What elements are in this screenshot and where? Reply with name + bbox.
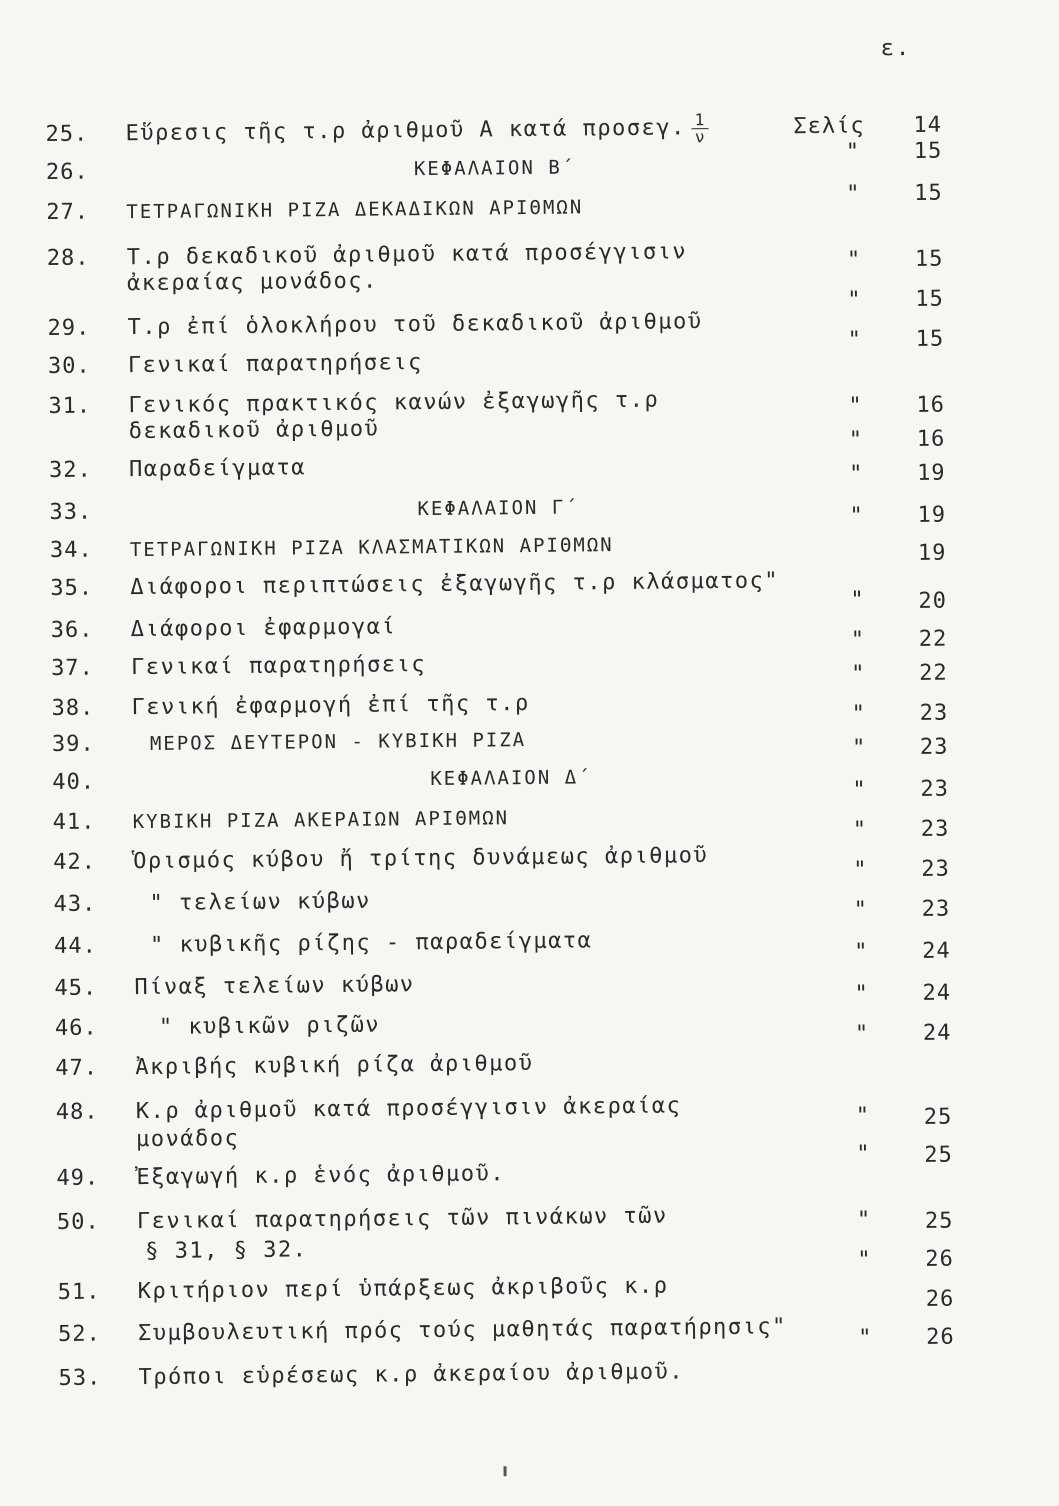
ditto-mark: " xyxy=(854,892,868,928)
entry-title: " τελείων κύβων xyxy=(149,884,371,922)
entry-title: " κυβικῶν ριζῶν xyxy=(159,1008,381,1046)
entry-number: 53. xyxy=(58,1360,138,1397)
entry-number: 48. xyxy=(56,1094,136,1131)
entry-number: 36. xyxy=(51,612,131,649)
entry-page: 15 xyxy=(916,322,945,358)
entry-page: 16 xyxy=(917,422,946,458)
ditto-mark: " xyxy=(846,135,860,171)
entry-title: Γενική ἐφαρμογή ἐπί τῆς τ.ρ xyxy=(131,686,529,726)
entry-page: 23 xyxy=(921,852,950,888)
entry-page: 19 xyxy=(918,536,947,572)
section-heading: ΤΕΤΡΑΓΩΝΙΚΗ ΡΙΖΑ ΔΕΚΑΔΙΚΩΝ ΑΡΙΘΜΩΝ xyxy=(126,189,583,230)
entry-page: 20 xyxy=(918,584,947,620)
entry-number: 29. xyxy=(47,310,127,347)
entry-number: 33. xyxy=(49,494,129,531)
ditto-mark: " xyxy=(852,772,866,808)
entry-title: Κ.ρ ἀριθμοῦ κατά προσέγγισιν ἀκεραίας xyxy=(136,1088,682,1130)
entry-number: 49. xyxy=(56,1160,136,1197)
ditto-mark: " xyxy=(856,1136,870,1172)
ditto-mark: " xyxy=(848,389,862,425)
entry-number: 25. xyxy=(45,116,125,153)
entry-page: 15 xyxy=(915,282,944,318)
chapter-heading: ΚΕΦΑΛΑΙΟΝ Β΄ xyxy=(414,149,576,187)
entry-number: 27. xyxy=(46,194,126,231)
entry-page: 26 xyxy=(926,1320,955,1356)
entry-title: Παραδείγματα xyxy=(129,450,306,488)
page-mark xyxy=(503,1466,506,1476)
entry-page: 23 xyxy=(921,812,950,848)
entry-number: 30. xyxy=(48,348,128,385)
entry-title: § 31, § 32. xyxy=(145,1232,308,1270)
entry-page: 26 xyxy=(926,1282,955,1318)
chapter-heading: ΚΕΦΑΛΑΙΟΝ Δ΄ xyxy=(430,759,592,797)
entry-number: 50. xyxy=(57,1204,137,1241)
entry-page: 23 xyxy=(919,696,948,732)
entry-title: Γενικός πρακτικός κανών ἐξαγωγῆς τ.ρ xyxy=(128,383,659,425)
entry-title: Τ.ρ δεκαδικοῦ ἀριθμοῦ κατά προσέγγισιν xyxy=(127,234,688,276)
ditto-mark: " xyxy=(849,498,863,534)
ditto-mark: " xyxy=(849,423,863,459)
entry-page: 19 xyxy=(917,456,946,492)
ditto-mark: " xyxy=(858,1320,872,1356)
entry-title: Τ.ρ ἐπί ὁλοκλήρου τοῦ δεκαδικοῦ ἀριθμοῦ xyxy=(127,304,702,346)
ditto-mark: " xyxy=(854,976,868,1012)
fraction-numerator: 1 xyxy=(692,112,709,129)
entry-page: 25 xyxy=(924,1100,953,1136)
entry-number: 32. xyxy=(49,452,129,489)
entry-title: Διάφοροι ἐφαρμογαί xyxy=(131,609,397,648)
ditto-mark: " xyxy=(847,243,861,279)
ditto-mark: " xyxy=(857,1202,871,1238)
ditto-mark: " xyxy=(855,1016,869,1052)
entry-number: 47. xyxy=(55,1050,135,1087)
entry-number: 39. xyxy=(52,726,132,763)
entry-title-text: Εὕρεσις τῆς τ.ρ ἀριθμοῦ Α κατά προσεγ. xyxy=(125,115,686,146)
entry-page: 23 xyxy=(922,892,951,928)
entry-title: ἀκεραίας μονάδος. xyxy=(127,264,378,303)
entry-page: 25 xyxy=(925,1204,954,1240)
ditto-mark: " xyxy=(856,1098,870,1134)
entry-number: 42. xyxy=(53,844,133,881)
entry-number: 51. xyxy=(57,1274,137,1311)
entry-page: 26 xyxy=(925,1242,954,1278)
entry-title: Πίναξ τελείων κύβων xyxy=(134,967,415,1006)
section-heading: ΤΕΤΡΑΓΩΝΙΚΗ ΡΙΖΑ ΚΛΑΣΜΑΤΙΚΩΝ ΑΡΙΘΜΩΝ xyxy=(130,527,614,568)
entry-page: 23 xyxy=(920,772,949,808)
entry-page: 24 xyxy=(922,976,951,1012)
entry-number: 38. xyxy=(51,690,131,727)
entry-page: 16 xyxy=(916,388,945,424)
entry-page: 24 xyxy=(922,934,951,970)
ditto-mark: " xyxy=(847,283,861,319)
entry-title: Γενικαί παρατηρήσεις τῶν πινάκων τῶν xyxy=(137,1199,668,1241)
entry-page: 15 xyxy=(914,134,943,170)
entry-page: 19 xyxy=(917,498,946,534)
ditto-mark: " xyxy=(849,457,863,493)
page-label: Σελίς xyxy=(793,108,865,145)
entry-number: 41. xyxy=(53,804,133,841)
entry-page: 24 xyxy=(923,1016,952,1052)
entry-number: 45. xyxy=(54,970,134,1007)
ditto-mark: " xyxy=(854,934,868,970)
entry-title: " κυβικῆς ρίζης - παραδείγματα xyxy=(150,923,593,964)
entry-title: Τρόποι εὑρέσεως κ.ρ ἀκεραίου ἀριθμοῦ. xyxy=(138,1354,684,1396)
entry-title: Συμβουλευτική πρός τούς μαθητάς παρατήρησις" xyxy=(138,1309,787,1352)
entry-title: Κριτήριον περί ὑπάρξεως ἀκριβοῦς κ.ρ xyxy=(137,1269,668,1311)
ditto-mark: " xyxy=(857,1242,871,1278)
part-heading: ΜΕΡΟΣ ΔΕΥΤΕΡΟΝ - ΚΥΒΙΚΗ ΡΙΖΑ xyxy=(150,722,527,762)
entry-page: 25 xyxy=(924,1138,953,1174)
ditto-mark: " xyxy=(851,656,865,692)
ditto-mark: " xyxy=(851,696,865,732)
entry-page: 22 xyxy=(919,622,948,658)
entry-number: 31. xyxy=(48,388,128,425)
entry-number: 28. xyxy=(47,240,127,277)
entry-number: 35. xyxy=(50,570,130,607)
ditto-mark: " xyxy=(853,852,867,888)
entry-title: Γενικαί παρατηρήσεις xyxy=(128,345,423,384)
entry-title: Γενικαί παρατηρήσεις xyxy=(131,647,426,686)
entry-number: 43. xyxy=(53,886,133,923)
ditto-mark: " xyxy=(852,730,866,766)
section-heading: ΚΥΒΙΚΗ ΡΙΖΑ ΑΚΕΡΑΙΩΝ ΑΡΙΘΜΩΝ xyxy=(133,800,510,840)
entry-title: Ἐξαγωγή κ.ρ ἑνός ἀριθμοῦ. xyxy=(136,1156,505,1196)
entry-title: Ὁρισμός κύβου ἤ τρίτης δυνάμεως ἀριθμοῦ xyxy=(133,838,708,880)
ditto-mark: " xyxy=(851,622,865,658)
entry-number: 37. xyxy=(51,650,131,687)
entry-number: 52. xyxy=(58,1316,138,1353)
ditto-mark: " xyxy=(846,177,860,213)
entry-title: Διάφοροι περιπτώσεις ἐξαγωγῆς τ.ρ κλάσματος" xyxy=(130,563,779,606)
entry-page: 22 xyxy=(919,656,948,692)
entry-number: 44. xyxy=(54,928,134,965)
entry-number: 26. xyxy=(46,154,126,191)
chapter-heading: ΚΕΦΑΛΑΙΟΝ Γ΄ xyxy=(417,489,579,527)
entry-page: 14 xyxy=(913,108,942,144)
page-number: ε. xyxy=(881,36,912,61)
toc-entry xyxy=(0,106,1053,153)
entry-title: δεκαδικοῦ ἀριθμοῦ xyxy=(128,412,379,451)
ditto-mark: " xyxy=(853,812,867,848)
entry-title: μονάδος xyxy=(136,1121,240,1158)
entry-page: 15 xyxy=(915,242,944,278)
fraction-denominator: ν xyxy=(692,129,709,145)
entry-page: 23 xyxy=(920,730,949,766)
ditto-mark: " xyxy=(848,323,862,359)
ditto-mark: " xyxy=(850,582,864,618)
entry-number: 46. xyxy=(55,1010,135,1047)
entry-number: 40. xyxy=(52,764,132,801)
entry-page: 15 xyxy=(914,176,943,212)
entry-title: Ἀκριβής κυβική ρίζα ἀριθμοῦ xyxy=(135,1046,533,1086)
entry-number: 34. xyxy=(50,532,130,569)
fraction xyxy=(692,112,709,145)
entry-title xyxy=(125,110,715,152)
